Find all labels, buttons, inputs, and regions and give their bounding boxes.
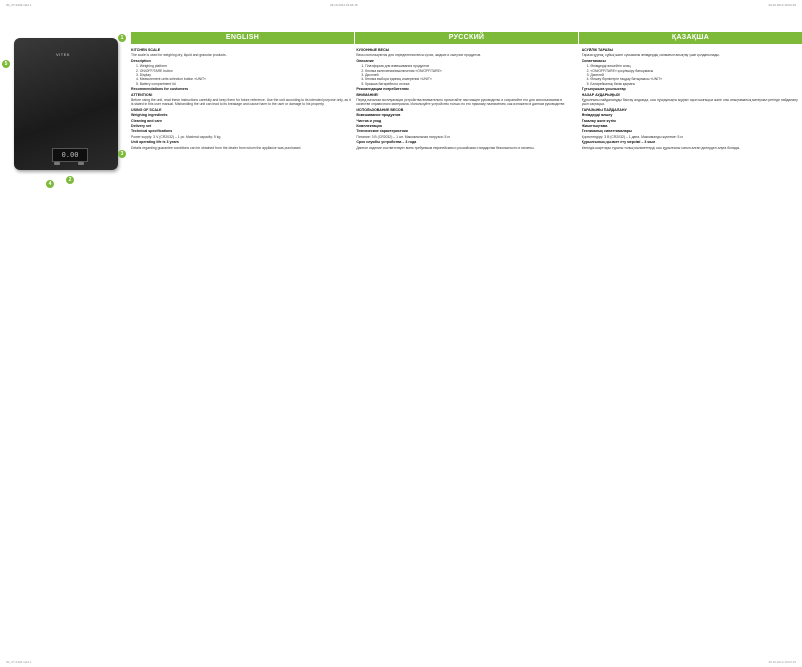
kazakh-column — [582, 48, 802, 660]
russian-specs-heading: Технические характеристики — [356, 129, 408, 134]
kazakh-guarantee-text: Кепілдік шарттары туралы толық мәліметтерді осы құрылғыны сатып алған дилерден алуға болады. — [581, 145, 741, 150]
list-item: • 3. Дисплей — [361, 73, 576, 77]
russian-safety-heading: Рекомендации потребителям — [356, 87, 409, 92]
russian-guarantee-heading: Срок службы устройства – 3 года — [356, 140, 417, 145]
english-title: KITCHEN SCALE — [131, 48, 161, 52]
print-code-right: 29.10.2014 19:04:15 — [768, 3, 796, 7]
english-desc-list — [131, 64, 351, 85]
list-item: • 1. Өнімдерді өлшейтін алаң — [587, 64, 802, 68]
list-item: • 5. Battery compartment lid — [136, 82, 351, 86]
scale-display: 0.00 — [52, 148, 88, 162]
kazakh-desc-heading: Сипаттамасы — [581, 59, 606, 64]
list-item: • 3. Display — [136, 73, 351, 77]
callout-2: 2 — [66, 176, 74, 184]
kazakh-intro: Тараза құрғақ, сұйық және сусымалы өнімдердің салмағын анықтау үшін қолданылады. — [581, 53, 720, 58]
russian-safety-text: Перед началом эксплуатации устройства внимательно прочитайте настоящее руководство и сохраняйте его для использования в качестве справочного материала. Используйте устройство только по его прямому назначению, как изложено в данном руководстве. — [356, 97, 566, 107]
english-weighing-heading: Weighing ingredients — [131, 113, 168, 118]
list-item: • 2. Кнопка включения/выключения «ON/OFF/TARE» — [361, 69, 576, 73]
callout-4: 4 — [46, 180, 54, 188]
kazakh-safety-text: Құрылғыны пайдалануды бастау алдында, осы нұсқаулықты мұқият оқып шығыңыз және оны анықтамалық материал ретінде пайдалану үшін сақтаңыз. — [581, 97, 798, 107]
kazakh-title: АСҮЙЛІК ТАРАЗЫ — [581, 48, 614, 52]
footer-left: IM_VT-2403.indd 1 — [6, 660, 32, 664]
russian-usage-heading: ИСПОЛЬЗОВАНИЕ ВЕСОВ — [356, 108, 404, 113]
list-item: • 3. Дисплей — [587, 73, 802, 77]
list-item: • 5. Батарейкалық бөлік қақпағы — [587, 82, 802, 86]
english-column — [131, 48, 351, 660]
russian-guarantee-text: Данное изделие соответствует всем требуемым европейским и российским стандартам безопасности и гигиены. — [356, 145, 535, 150]
russian-attention: ВНИМАНИЕ! — [356, 92, 379, 97]
unit-sensor-button — [54, 162, 60, 165]
russian-desc-heading: Описание — [356, 59, 374, 64]
english-intro: The scale is used for weighing dry, liquid and granular products. — [131, 53, 227, 58]
kazakh-usage-heading: ТАРАЗЫНЫ ПАЙДАЛАНУ — [581, 108, 627, 113]
english-guarantee-text: Details regarding guarantee conditions can be obtained from the dealer from whom the appliance was purchased. — [131, 145, 302, 150]
list-item: • 1. Weighing platform — [136, 64, 351, 68]
callout-1: 1 — [118, 34, 126, 42]
footer-right: 29.10.2014 19:04:15 — [768, 660, 796, 664]
list-item: • 5. Крышка батарейного отсека — [361, 82, 576, 86]
kazakh-guarantee-heading: Құрылғының қызмет ету мерзімі – 3 жыл — [581, 140, 656, 145]
russian-weighing-heading: Взвешивание продуктов — [356, 113, 401, 118]
english-specs-heading: Technical specifications — [131, 129, 173, 134]
english-specs: Power supply: 3 V (CR2032) – 1 pc. Maximal capacity: 5 kg — [131, 134, 221, 139]
callout-3: 3 — [118, 150, 126, 158]
english-cleaning-heading: Cleaning and care — [131, 118, 162, 123]
english-safety-heading: Recommendations for customers — [131, 87, 189, 92]
english-attention: ATTENTION! — [131, 92, 153, 97]
kazakh-cleaning-heading: Тазалау және күтім — [581, 118, 616, 123]
russian-column — [356, 48, 576, 660]
list-item: • 1. Платформа для взвешивания продуктов — [361, 64, 576, 68]
lang-tab-russian: РУССКИЙ — [354, 32, 578, 44]
english-guarantee-heading: Unit operating life is 3 years — [131, 140, 179, 145]
kazakh-delivery-heading: Жиынтықтама — [581, 123, 608, 128]
russian-title: КУХОННЫЕ ВЕСЫ — [356, 48, 390, 52]
kazakh-specs-heading: Техникалық сипаттамалары — [581, 129, 632, 134]
list-item: • 4. Кнопка выбора единиц измерения «UNIT» — [361, 77, 576, 81]
english-safety-text: Before using the unit, read these instructions carefully and keep them for future reference. Use the unit according to its intended purpose only, as it is stated in this user manual. Mishandling the unit can lead to its breakage and cause harm to the user or damage to his property. — [131, 97, 351, 107]
lang-tab-kazakh: ҚАЗАҚША — [578, 32, 802, 44]
brand-logo: VITEK — [56, 52, 71, 57]
lang-tab-english: ENGLISH — [131, 32, 354, 44]
scale-platform-image — [14, 38, 118, 170]
device-illustration — [0, 30, 128, 190]
kazakh-specs: Қоректендіру: 3 В (CR2032) – 1 дана. Максималды жүктеме: 5 кг — [581, 134, 684, 139]
english-desc-heading: Description — [131, 59, 151, 64]
russian-delivery-heading: Комплектация — [356, 123, 382, 128]
english-usage-heading: USING OF SCALE — [131, 108, 162, 113]
russian-specs: Питание: 3 В (CR2032) – 1 шт. Максимальная нагрузка: 5 кг — [356, 134, 451, 139]
english-delivery-heading: Delivery set — [131, 123, 152, 128]
callout-5: 5 — [2, 60, 10, 68]
kazakh-weighing-heading: Өнімдерді өлшеу — [581, 113, 613, 118]
russian-desc-list — [356, 64, 576, 85]
kazakh-attention: НАЗАР АУДАРЫҢЫЗ! — [581, 92, 621, 97]
russian-cleaning-heading: Чистка и уход — [356, 118, 382, 123]
list-item: • 2. «ON/OFF/TARE» қосу/өшіру батырмасы — [587, 69, 802, 73]
print-code-left: IM_VT-2403.indd 1 — [6, 3, 32, 7]
kazakh-safety-heading: Тұтынушыға ұсыныстар — [581, 87, 626, 92]
russian-intro: Весы используются для определения веса сухих, жидких и сыпучих продуктов. — [356, 53, 482, 58]
list-item: • 4. Measurement units selection button «UNIT» — [136, 77, 351, 81]
list-item: • 4. Өлшеу бірліктерін таңдау батырмасы «UNIT» — [587, 77, 802, 81]
tare-sensor-button — [78, 162, 84, 165]
kazakh-desc-list — [582, 64, 802, 85]
language-header — [131, 32, 802, 44]
list-item: • 2. ON/OFF/TARE button — [136, 69, 351, 73]
print-code-middle: 29.10.2014 19:04:15 — [330, 3, 358, 7]
manual-columns — [131, 48, 802, 660]
